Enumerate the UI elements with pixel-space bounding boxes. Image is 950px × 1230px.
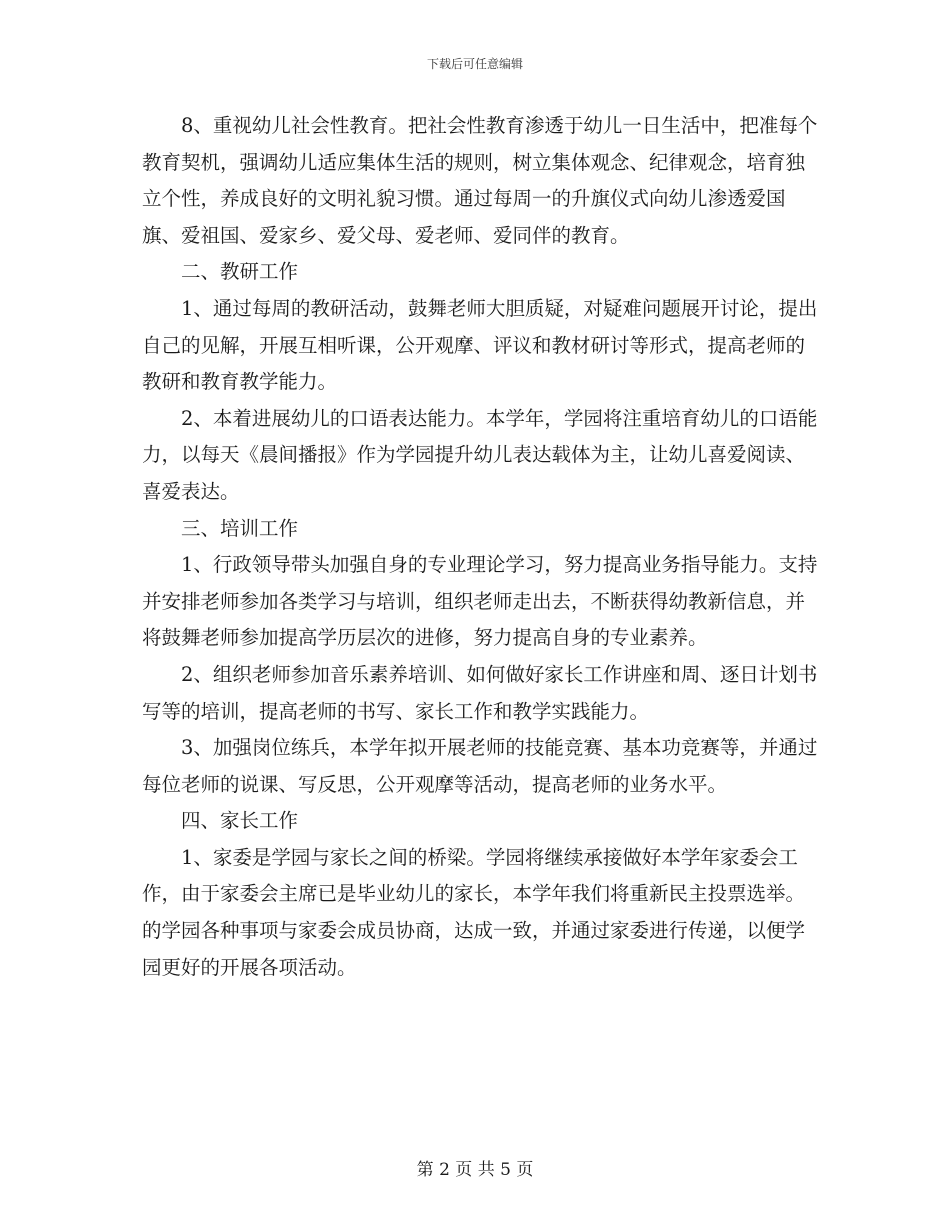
section-heading-training: 三、培训工作 [181,516,299,540]
section-heading-parent-work: 四、家长工作 [181,809,299,833]
page-header: 下载后可任意编辑 [426,57,523,71]
paragraph-leadership-study: 1、行政领导带头加强自身的专业理论学习，努力提高业务指导能力。支持并安排老师参加各类学习与培训，组织老师走出去，不断获得幼教新信息，并将鼓舞老师参加提高学历层次的进修，努力提高自身的专业素养。 [142,553,818,650]
paragraph-moral-education: 8、重视幼儿社会性教育。把社会性教育渗透于幼儿一日生活中，把准每个教育契机，强调幼儿适应集体生活的规则，树立集体观念、纪律观念，培育独立个性，养成良好的文明礼貌习惯。通过每周一的升旗仪式向幼儿渗透爱国旗、爱祖国、爱家乡、爱父母、爱老师、爱同伴的教育。 [142,114,818,247]
paragraph-music-training: 2、组织老师参加音乐素养培训、如何做好家长工作讲座和周、逐日计划书写等的培训，提高老师的书写、家长工作和教学实践能力。 [142,662,818,723]
document-body [142,108,822,986]
paragraph-skill-competition: 3、加强岗位练兵，本学年拟开展老师的技能竞赛、基本功竞赛等，并通过每位老师的说课、写反思，公开观摩等活动，提高老师的业务水平。 [142,736,818,796]
paragraph-research-activities: 1、通过每周的教研活动，鼓舞老师大胆质疑，对疑难问题展开讨论，提出自己的见解，开展互相听课，公开观摩、评议和教材研讨等形式，提高老师的教研和教育教学能力。 [142,296,818,394]
paragraph-parent-committee: 1、家委是学园与家长之间的桥梁。学园将继续承接做好本学年家委会工作，由于家委会主席已是毕业幼儿的家长，本学年我们将重新民主投票选举。的学园各种事项与家委会成员协商，达成一致，并通过家委进行传递，以便学园更好的开展各项活动。 [142,845,806,979]
section-heading-teaching-research: 二、教研工作 [181,260,299,284]
paragraph-oral-expression: 2、本着进展幼儿的口语表达能力。本学年，学园将注重培育幼儿的口语能力，以每天《晨间播报》作为学园提升幼儿表达载体为主，让幼儿喜爱阅读、喜爱表达。 [142,406,818,503]
page-number-footer: 第 2 页 共 5 页 [416,1160,534,1180]
